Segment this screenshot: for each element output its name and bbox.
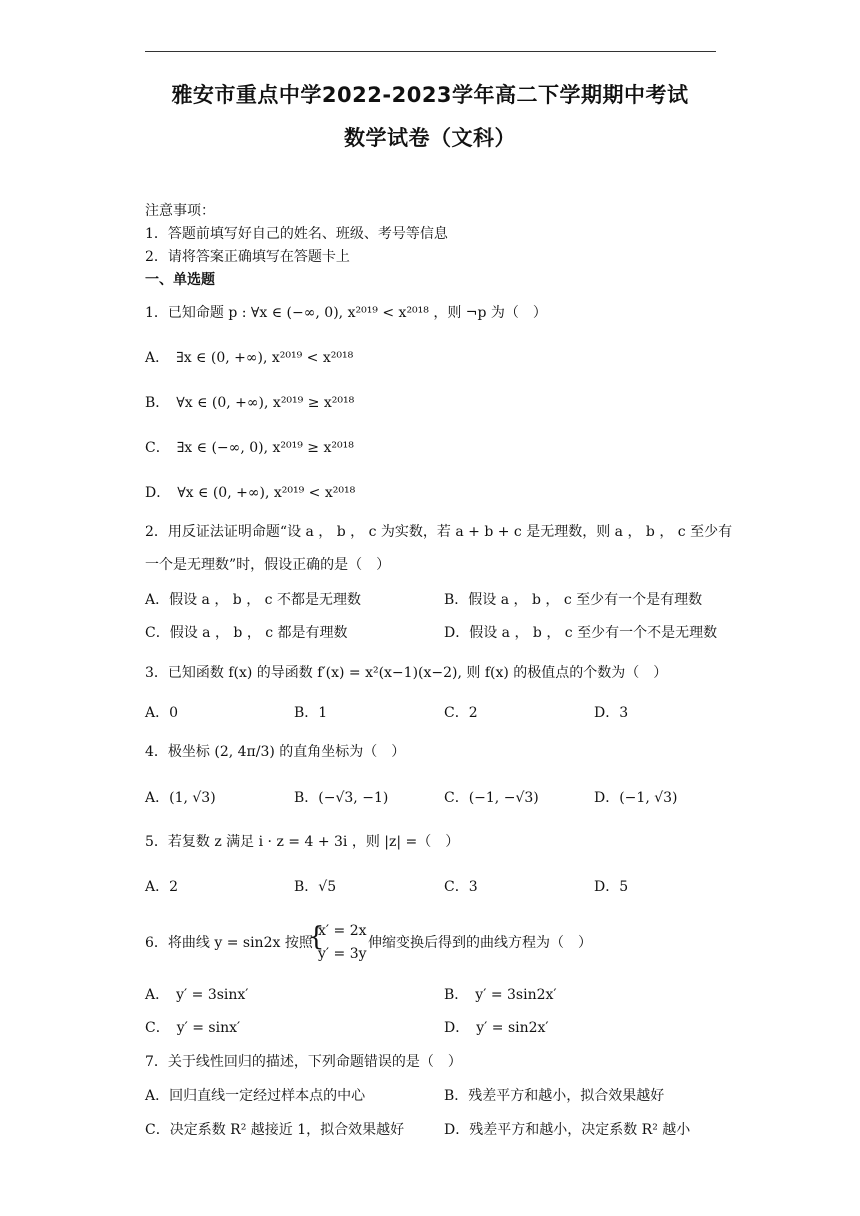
question-3-option-b: B．1: [294, 705, 328, 721]
question-3-option-d: D．3: [594, 705, 629, 721]
question-4-option-b: B．(−√3, −1): [294, 790, 389, 806]
question-4-stem: 4．极坐标 (2, 4π/3) 的直角坐标为（ ）: [145, 744, 406, 760]
question-1-option-a: A． ∃x ∈ (0, +∞), x²⁰¹⁹ < x²⁰¹⁸: [145, 350, 354, 366]
page-subtitle: 数学试卷（文科）: [344, 126, 516, 150]
question-6-option-b: B． y′ = 3sin2x′: [444, 987, 557, 1003]
question-5-option-a: A．2: [145, 879, 179, 895]
question-3-option-c: C．2: [444, 705, 478, 721]
question-7-option-d: D．残差平方和越小，决定系数 R² 越小: [444, 1122, 691, 1138]
question-2-option-b: B．假设 a ， b ， c 至少有一个是有理数: [444, 592, 703, 608]
page-title: 雅安市重点中学2022-2023学年高二下学期期中考试: [171, 83, 689, 107]
question-7-option-c: C．决定系数 R² 越接近 1，拟合效果越好: [145, 1122, 405, 1138]
question-4-option-a: A．(1, √3): [145, 790, 216, 806]
question-1-option-d: D． ∀x ∈ (0, +∞), x²⁰¹⁹ < x²⁰¹⁸: [145, 485, 356, 501]
question-7-stem: 7．关于线性回归的描述，下列命题错误的是（ ）: [145, 1054, 462, 1070]
question-5-option-c: C．3: [444, 879, 478, 895]
question-2-option-a: A．假设 a ， b ， c 不都是无理数: [145, 592, 361, 608]
question-6-stem-post: 伸缩变换后得到的曲线方程为（ ）: [368, 935, 592, 951]
notice-item: 1．答题前填写好自己的姓名、班级、考号等信息: [145, 226, 448, 242]
question-1-option-c: C． ∃x ∈ (−∞, 0), x²⁰¹⁹ ≥ x²⁰¹⁸: [145, 440, 354, 456]
question-6-system-line2: y′ = 3y: [318, 946, 367, 962]
question-7-option-b: B．残差平方和越小，拟合效果越好: [444, 1088, 665, 1104]
question-2-option-c: C．假设 a ， b ， c 都是有理数: [145, 625, 348, 641]
notice-heading: 注意事项：: [145, 203, 215, 219]
header-rule: [145, 51, 716, 52]
question-6-stem-pre: 6．将曲线 y = sin2x 按照: [145, 935, 313, 951]
notice-item: 2．请将答案正确填写在答题卡上: [145, 249, 350, 265]
question-1-option-b: B． ∀x ∈ (0, +∞), x²⁰¹⁹ ≥ x²⁰¹⁸: [145, 395, 355, 411]
question-6-system-line1: x′ = 2x: [318, 923, 367, 939]
question-6-option-a: A． y′ = 3sinx′: [145, 987, 249, 1003]
section-heading: 一、单选题: [145, 272, 215, 288]
question-1-stem: 1．已知命题 p : ∀x ∈ (−∞, 0), x²⁰¹⁹ < x²⁰¹⁸ ，则 ¬p 为（ ）: [145, 305, 547, 321]
question-2-option-d: D．假设 a ， b ， c 至少有一个不是无理数: [444, 625, 718, 641]
question-6-option-d: D． y′ = sin2x′: [444, 1020, 549, 1036]
question-3-option-a: A．0: [145, 705, 179, 721]
question-4-option-c: C．(−1, −√3): [444, 790, 539, 806]
question-2-stem-line2: 一个是无理数”时，假设正确的是（ ）: [145, 557, 391, 573]
question-7-option-a: A．回归直线一定经过样本点的中心: [145, 1088, 366, 1104]
question-6-option-c: C． y′ = sinx′: [145, 1020, 241, 1036]
brace-icon: {: [308, 922, 325, 952]
question-5-option-d: D．5: [594, 879, 629, 895]
question-5-stem: 5．若复数 z 满足 i · z = 4 + 3i ，则 |z| =（ ）: [145, 834, 460, 850]
question-4-option-d: D．(−1, √3): [594, 790, 678, 806]
question-3-stem: 3．已知函数 f(x) 的导函数 f′(x) = x²(x−1)(x−2), 则 f(x) 的极值点的个数为（ ）: [145, 665, 668, 681]
question-5-option-b: B．√5: [294, 879, 337, 895]
question-2-stem-line1: 2．用反证法证明命题“设 a ， b ， c 为实数，若 a + b + c 是无理数，则 a ， b ， c 至少有: [145, 524, 733, 540]
